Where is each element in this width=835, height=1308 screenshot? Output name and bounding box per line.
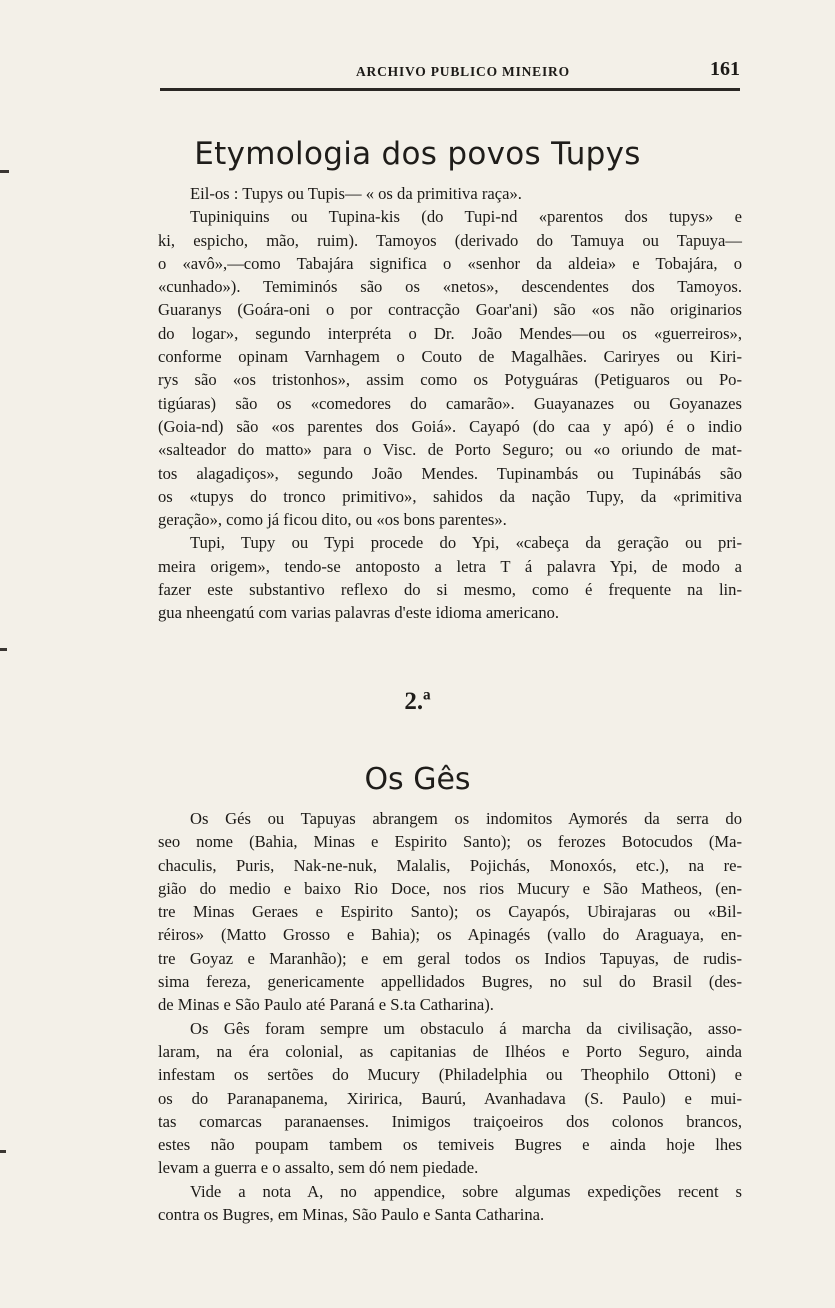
text-line: rys são «os tristonhos», assim como os Potyguáras (Petiguaros ou Po- bbox=[158, 370, 742, 390]
section-title-etymologia: Etymologia dos povos Tupys bbox=[194, 135, 641, 172]
text-line: «salteador do matto» para o Visc. de Porto Seguro; ou «o oriundo de mat- bbox=[158, 440, 742, 460]
text-line: de Minas e São Paulo até Paraná e S.ta Catharina). bbox=[158, 995, 494, 1015]
text-line: Tupi, Tupy ou Typi procede do Ypi, «cabeça da geração ou pri- bbox=[190, 533, 742, 553]
text-line: meira origem», tendo-se antoposto a letra T á palavra Ypi, de modo a bbox=[158, 556, 742, 576]
text-line: fazer este substantivo reflexo do si mesmo, como é frequente na lin- bbox=[158, 580, 742, 600]
text-line: Eil-os : Tupys ou Tupis— « os da primitiva raça». bbox=[190, 184, 522, 203]
text-line: tre Minas Geraes e Espirito Santo); os Cayapós, Ubirajaras ou «Bil- bbox=[158, 902, 742, 922]
section2-body bbox=[158, 807, 742, 1226]
text-line: contra os Bugres, em Minas, São Paulo e Santa Catharina. bbox=[158, 1205, 545, 1225]
text-line: Guaranys (Goára-oni o por contracção Goar'ani) são «os não originarios bbox=[158, 300, 742, 320]
text-line: Tupiniquins ou Tupina-kis (do Tupi-nd «parentos dos tupys» e bbox=[190, 207, 742, 227]
text-line: Os Gés ou Tapuyas abrangem os indomitos Aymorés da serra do bbox=[190, 809, 742, 828]
text-line: levam a guerra e o assalto, sem dó nem piedade. bbox=[158, 1158, 479, 1178]
text-line: tre Goyaz e Maranhão); e em geral todos os Indios Tapuyas, de rudis- bbox=[158, 948, 742, 968]
text-line: Os Gês foram sempre um obstaculo á marcha da civilisação, asso- bbox=[190, 1018, 742, 1038]
margin-mark bbox=[0, 648, 7, 651]
text-line: conforme opinam Varnhagem o Couto de Magalhães. Cariryes ou Kiri- bbox=[158, 347, 742, 367]
text-line: infestam os sertões do Mucury (Philadelphia ou Theophilo Ottoni) e bbox=[158, 1065, 742, 1085]
text-line: Vide a nota A, no appendice, sobre algumas expedições recent s bbox=[190, 1181, 742, 1201]
page-number: 161 bbox=[710, 58, 740, 80]
text-line: laram, na éra colonial, as capitanias de Ilhéos e Porto Seguro, ainda bbox=[158, 1041, 742, 1061]
text-line: os «tupys do tronco primitivo», sahidos da nação Tupy, da «primitiva bbox=[158, 486, 742, 506]
section1-body bbox=[158, 182, 742, 625]
section-title-os-ges: Os Gês bbox=[364, 761, 471, 797]
text-line: do logar», segundo interpréta o Dr. João Mendes—ou os «guerreiros», bbox=[158, 323, 742, 343]
running-header bbox=[160, 58, 740, 91]
text-line: tos alagadiços», segundo João Mendes. Tupinambás ou Tupinábás são bbox=[158, 463, 742, 483]
text-line: ki, espicho, mão, ruim). Tamoyos (derivado do Tamuya ou Tapuya— bbox=[158, 230, 742, 250]
text-line: «cunhado»). Temiminós são os «netos», descendentes dos Tamoyos. bbox=[158, 277, 742, 297]
text-line: réiros» (Matto Grosso e Bahia); os Apinagés (vallo do Araguaya, en- bbox=[158, 925, 742, 945]
text-line: tigúaras) são os «comedores do camarão». Guayanazes ou Goyanazes bbox=[158, 393, 742, 413]
text-line: chaculis, Puris, Nak-ne-nuk, Malalis, Pojichás, Monoxós, etc.), na re- bbox=[158, 855, 742, 875]
text-line: (Goia-nd) são «os parentes dos Goiá». Cayapó (do caa y apó) é o indio bbox=[158, 416, 742, 436]
text-line: estes não poupam tambem os temiveis Bugres e ainda hoje lhes bbox=[158, 1135, 742, 1155]
text-line: gua nheengatú com varias palavras d'este idioma americano. bbox=[158, 603, 560, 623]
text-line: tas comarcas paranaenses. Inimigos traiçoeiros dos colonos brancos, bbox=[158, 1111, 742, 1131]
text-line: sima fereza, genericamente appellidados Bugres, no sul do Brasil (des- bbox=[158, 972, 742, 992]
text-line: gião do medio e baixo Rio Doce, nos rios Mucury e São Matheos, (en- bbox=[158, 878, 742, 898]
text-line: o «avô»,—como Tabajára significa o «senhor da aldeia» e Tobajára, o bbox=[158, 253, 742, 273]
margin-mark bbox=[0, 1150, 6, 1153]
text-line: seo nome (Bahia, Minas e Espirito Santo); os ferozes Botocudos (Ma- bbox=[158, 832, 742, 852]
running-title: ARCHIVO PUBLICO MINEIRO bbox=[356, 64, 570, 79]
section-number: 2.ª bbox=[404, 688, 431, 715]
text-line: geração», como já ficou dito, ou «os bons parentes». bbox=[158, 510, 507, 530]
text-line: os do Paranapanema, Xiririca, Baurú, Avanhadava (S. Paulo) e mui- bbox=[158, 1088, 742, 1108]
